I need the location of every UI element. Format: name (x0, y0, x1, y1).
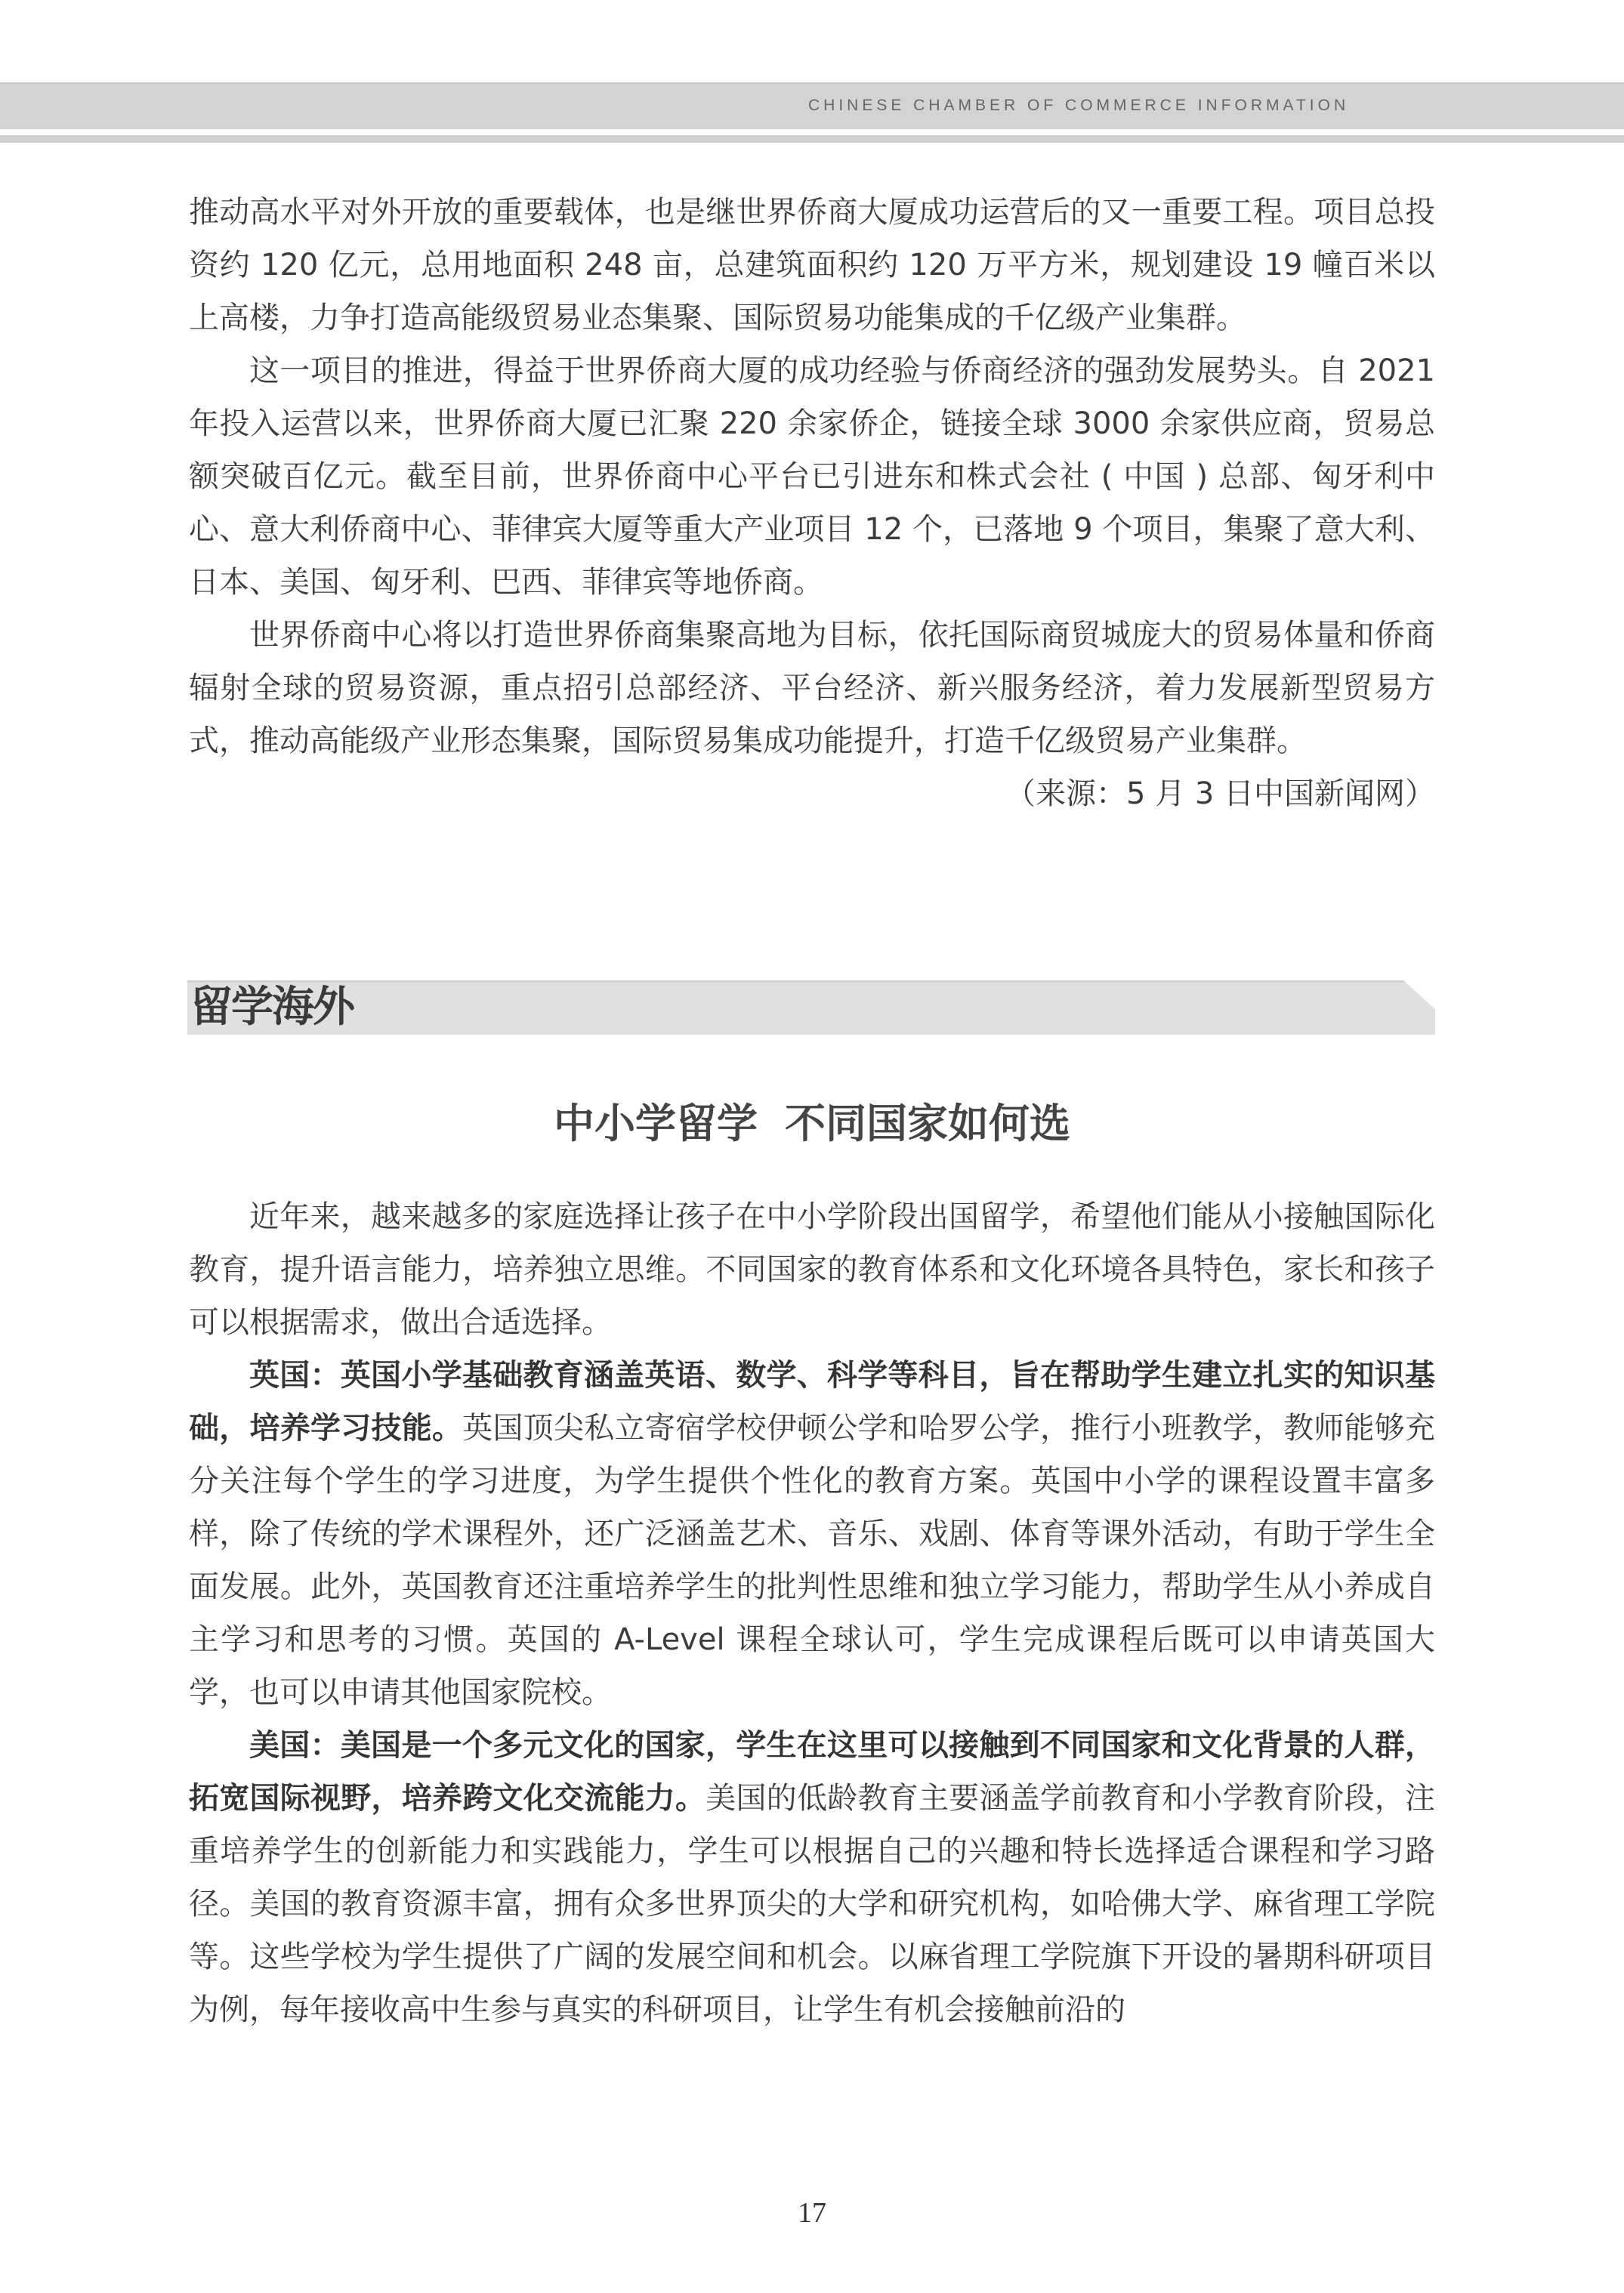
header-divider (0, 135, 1624, 143)
publication-name: CHINESE CHAMBER OF COMMERCE INFORMATION (808, 97, 1350, 114)
uk-paragraph (189, 1349, 1435, 1719)
uk-lead: 英国：英国小学基础教育涵盖英语、数学、科学等科目，旨在帮助学生建立扎实的知识基础，培养学习技能。 (189, 1358, 1435, 1446)
article-body (189, 1190, 1435, 2036)
article-source: （来源：5 月 3 日中国新闻网） (1005, 776, 1435, 811)
intro-paragraph: 近年来，越来越多的家庭选择让孩子在中小学阶段出国留学，希望他们能从小接触国际化教育，提升语言能力，培养独立思维。不同国家的教育体系和文化环境各具特色，家长和孩子可以根据需求，做出合适选择。 (189, 1199, 1435, 1340)
paragraph: 世界侨商中心将以打造世界侨商集聚高地为目标，依托国际商贸城庞大的贸易体量和侨商辐射全球的贸易资源，重点招引总部经济、平台经济、新兴服务经济，着力发展新型贸易方式，推动高能级产业形态集聚，国际贸易集成功能提升，打造千亿级贸易产业集群。 (189, 618, 1435, 758)
article-title (0, 1094, 1624, 1154)
us-paragraph (189, 1719, 1435, 2036)
article-title-part1: 中小学留学 (554, 1100, 758, 1147)
uk-body: 英国顶尖私立寄宿学校伊顿公学和哈罗公学，推行小班教学，教师能够充分关注每个学生的学习进度，为学生提供个性化的教育方案。英国中小学的课程设置丰富多样，除了传统的学术课程外，还广泛涵盖艺术、音乐、戏剧、体育等课外活动，有助于学生全面发展。此外，英国教育还注重培养学生的批判性思维和独立学习能力，帮助学生从小养成自主学习和思考的习惯。英国的 A-Level 课程全球认可，学生完成课程后既可以申请英国大学，也可以申请其他国家院校。 (189, 1411, 1435, 1710)
page-number: 17 (798, 2197, 826, 2229)
us-lead: 美国：美国是一个多元文化的国家，学生在这里可以接触到不同国家和文化背景的人群，拓宽国际视野，培养跨文化交流能力。 (189, 1728, 1435, 1816)
paragraph: 推动高水平对外开放的重要载体，也是继世界侨商大厦成功运营后的又一重要工程。项目总投资约 120 亿元，总用地面积 248 亩，总建筑面积约 120 万平方米，规划建设 19 幢百米以上高楼，力争打造高能级贸易业态集聚、国际贸易功能集成的千亿级产业集群。 (189, 195, 1435, 335)
article-continuation (189, 186, 1435, 820)
paragraph: 这一项目的推进，得益于世界侨商大厦的成功经验与侨商经济的强劲发展势头。自 2021 年投入运营以来，世界侨商大厦已汇聚 220 余家侨企，链接全球 3000 余家供应商，贸易总额突破百亿元。截至目前，世界侨商中心平台已引进东和株式会社 ( 中国 ) 总部、匈牙利中心、意大利侨商中心、菲律宾大厦等重大产业项目 12 个，已落地 9 个项目，集聚了意大利、日本、美国、匈牙利、巴西、菲律宾等地侨商。 (189, 353, 1435, 600)
section-title: 留学海外 (190, 982, 354, 1032)
section-header-band (187, 980, 1435, 1035)
us-body: 美国的低龄教育主要涵盖学前教育和小学教育阶段，注重培养学生的创新能力和实践能力，学生可以根据自己的兴趣和特长选择适合课程和学习路径。美国的教育资源丰富，拥有众多世界顶尖的大学和研究机构，如哈佛大学、麻省理工学院等。这些学校为学生提供了广阔的发展空间和机会。以麻省理工学院旗下开设的暑期科研项目为例，每年接收高中生参与真实的科研项目，让学生有机会接触前沿的 (189, 1781, 1435, 2027)
article-title-part2: 不同国家如何选 (785, 1100, 1070, 1147)
